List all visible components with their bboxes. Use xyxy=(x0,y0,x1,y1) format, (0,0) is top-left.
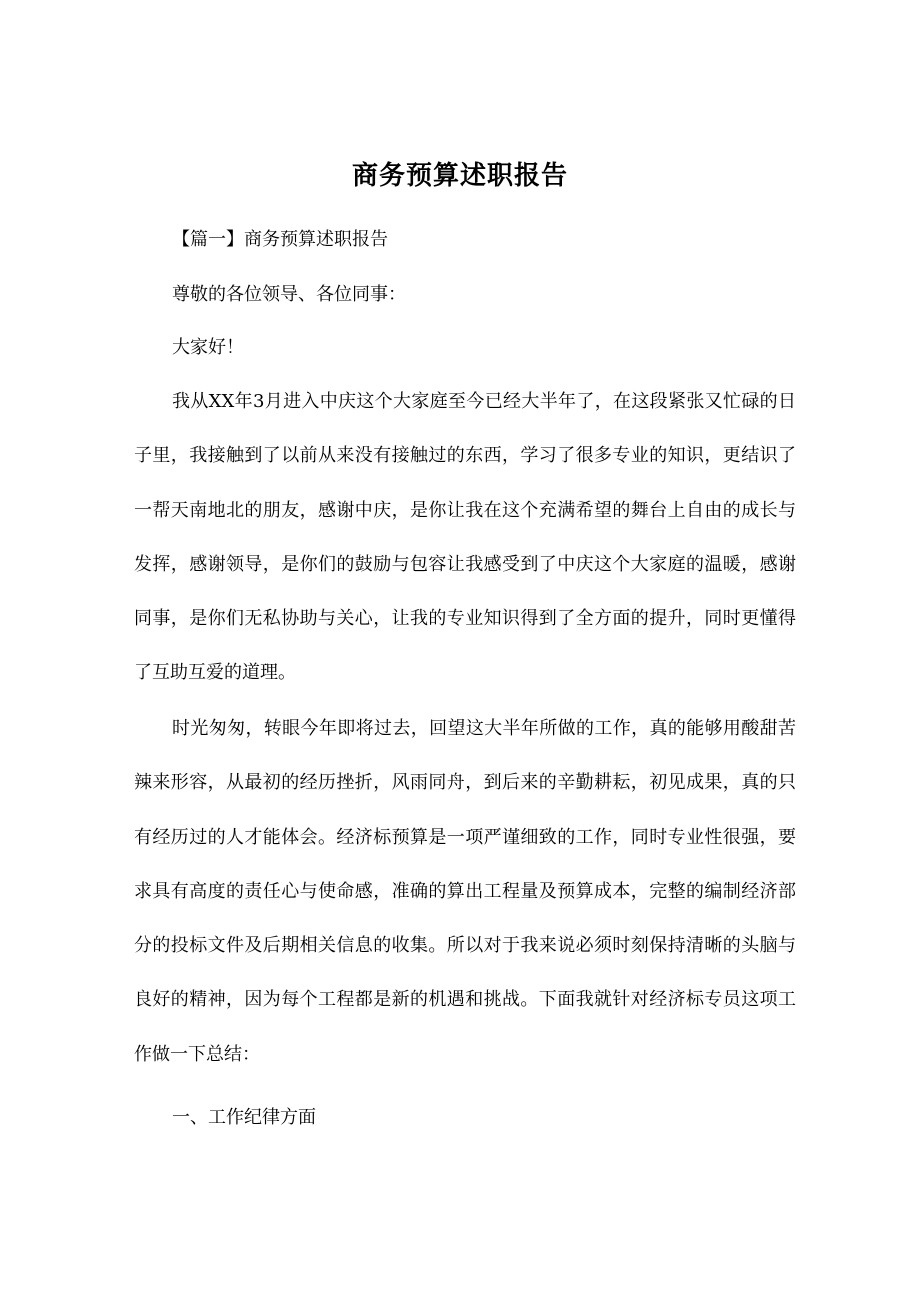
salutation: 尊敬的各位领导、各位同事： xyxy=(172,284,406,305)
document-title: 商务预算述职报告 xyxy=(351,161,568,191)
section-heading: 【篇一】商务预算述职报告 xyxy=(172,229,388,250)
paragraph-summary: 时光匆匆，转眼今年即将过去，回望这大半年所做的工作，真的能够用酸甜苦辣来形容，从最初的经历挫折，风雨同舟，到后来的辛勤耕耘，初见成果，真的只有经历过的人才能体会。经济标预算是一项严谨细致的工作，同时专业性很强，要求具有高度的责任心与使命感，准确的算出工程量及预算成本，完整的编制经济部分的投标文件及后期相关信息的收集。所以对于我来说必须时刻保持清晰的头脑与良好的精神，因为每个工程都是新的机遇和挑战。下面我就针对经济标专员这项工作做一下总结： xyxy=(134,718,796,1065)
greeting: 大家好！ xyxy=(172,337,244,358)
paragraph-intro: 我从XX年3月进入中庆这个大家庭至今已经大半年了，在这段紧张又忙碌的日子里，我接触到了以前从来没有接触过的东西，学习了很多专业的知识，更结识了一帮天南地北的朋友，感谢中庆，是你让我在这个充满希望的舞台上自由的成长与发挥，感谢领导，是你们的鼓励与包容让我感受到了中庆这个大家庭的温暖，感谢同事，是你们无私协助与关心，让我的专业知识得到了全方面的提升，同时更懂得了互助互爱的道理。 xyxy=(134,391,796,684)
subheading-work-discipline: 一、工作纪律方面 xyxy=(172,1107,316,1128)
